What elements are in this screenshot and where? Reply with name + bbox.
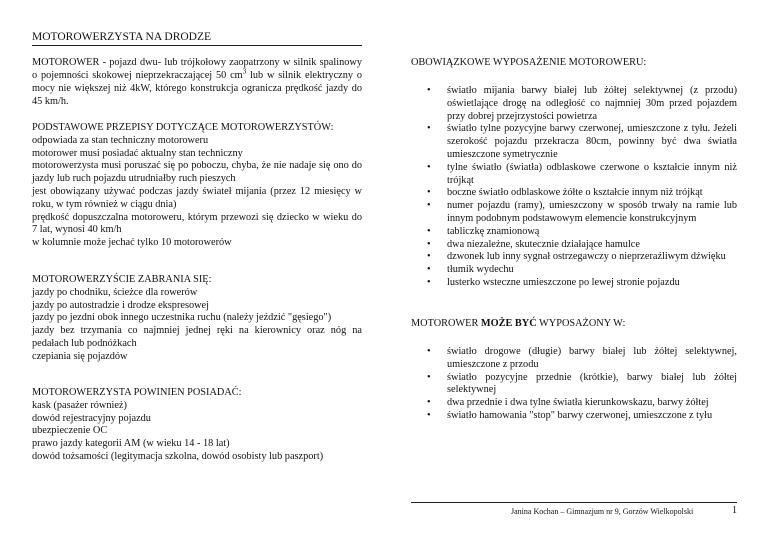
list-item: • tylne światło (światła) odblaskowe czerwone o kształcie innym niż trójkąt	[411, 162, 737, 188]
heading-emphasis: MOŻE BYĆ	[480, 318, 537, 329]
list-item: motorower musi posiadać aktualny stan techniczny	[32, 147, 243, 159]
list-item: • boczne światło odblaskowe żółte o kształcie innym niż trójkąt	[411, 187, 737, 200]
heading-part: WYPOSAŻONY W:	[536, 318, 626, 329]
section-heading: OBOWIĄZKOWE WYPOSAŻENIE MOTOROWERU:	[411, 57, 647, 68]
intro-text-2: lub w silnik elektryczny o mocy nie większej niż 4kW, którego konstrukcja ogranicza prędkość jazdy do 45 km/h.	[32, 69, 362, 107]
section-mandatory-equipment	[411, 56, 737, 290]
list-item: • dzwonek lub inny sygnał ostrzegawczy o nieprzeraźliwym dźwięku	[411, 251, 737, 264]
forbidden-list	[32, 287, 362, 364]
list-item: prędkość dopuszczalna motoroweru, którym przewozi się dziecko w wieku do 7 lat, wynosi 40 km/h	[32, 211, 362, 236]
list-item: odpowiada za stan techniczny motoroweru	[32, 134, 209, 146]
list-item: • światło drogowe (długie) barwy białej lub żółtej selektywnej, umieszczone z przodu	[411, 346, 737, 372]
list-item: • światło mijania barwy białej lub żółtej selektywnej (z przodu) oświetlające drogę na odległość co najmniej 30m przed pojazdem przy dobrej przejrzystości powietrza	[411, 85, 737, 123]
section-optional-equipment	[411, 317, 737, 423]
section-heading: MOTOROWERZYŚCIE ZABRANIA SIĘ:	[32, 274, 212, 285]
basic-rules-list	[32, 135, 362, 250]
heading-part: MOTOROWER	[411, 318, 481, 329]
section-heading	[411, 317, 737, 330]
list-item: • tłumik wydechu	[411, 264, 737, 277]
list-item: dowód rejestracyjny pojazdu	[32, 412, 151, 424]
page-footer	[411, 502, 737, 516]
intro-paragraph	[32, 57, 362, 109]
must-have-list	[32, 400, 362, 464]
list-item: czepiania się pojazdów	[32, 350, 128, 362]
list-item: jazdy po autostradzie i drodze ekspresowej	[32, 299, 209, 311]
section-heading: MOTOROWERZYSTA POWINIEN POSIADAĆ:	[32, 387, 242, 398]
mandatory-equipment-list	[411, 85, 737, 290]
section-heading: PODSTAWOWE PRZEPISY DOTYCZĄCE MOTOROWERZYSTÓW:	[32, 122, 334, 133]
list-item: w kolumnie może jechać tylko 10 motorowerów	[32, 237, 232, 249]
list-item: • tabliczkę znamionową	[411, 226, 737, 239]
list-item: • światło hamowania "stop" barwy czerwonej, umieszczone z tyłu	[411, 410, 737, 423]
section-forbidden	[32, 274, 362, 364]
document-title: MOTOROWERZYSTA NA DRODZE	[32, 30, 362, 46]
list-item: motorowerzysta musi poruszać się po poboczu, chyba, że nie nadaje się ono do jazdy lub ruch pojazdu utrudniałby ruch pieszych	[32, 160, 362, 185]
list-item: prawo jazdy kategorii AM (w wieku 14 - 18 lat)	[32, 438, 230, 450]
list-item: • światło pozycyjne przednie (krótkie), barwy białej lub żółtej selektywnej	[411, 372, 737, 398]
list-item: • lusterko wsteczne umieszczone po lewej stronie pojazdu	[411, 277, 737, 290]
list-item: jazdy po chodniku, ścieżce dla rowerów	[32, 286, 198, 298]
list-item: • dwa przednie i dwa tylne światła kierunkowskazu, barwy żółtej	[411, 397, 737, 410]
section-basic-rules	[32, 122, 362, 250]
intro-text-1: MOTOROWER - pojazd dwu- lub trójkołowy zaopatrzony w silnik spalinowy o pojemności skokowej nieprzekraczającej 50 cm	[32, 57, 362, 81]
list-item: • światło tylne pozycyjne barwy czerwonej, umieszczone z tyłu. Jeżeli szerokość pojazdu przekracza 80cm, powinny być dwa światła umieszczone symetrycznie	[411, 123, 737, 161]
optional-equipment-list	[411, 346, 737, 423]
footer-author: Janina Kochan – Gimnazjum nr 9, Gorzów Wielkopolski	[511, 507, 694, 516]
list-item: ubezpieczenie OC	[32, 425, 108, 437]
section-must-have	[32, 387, 362, 464]
page-number: 1	[732, 505, 737, 516]
list-item: jazdy po jezdni obok innego uczestnika ruchu (należy jeździć "gęsiego")	[32, 312, 332, 324]
list-item: • dwa niezależne, skutecznie działające hamulce	[411, 239, 737, 252]
list-item: • numer pojazdu (ramy), umieszczony w sposób trwały na ramie lub innym podobnym podstawowym elemencie konstrukcyjnym	[411, 200, 737, 226]
list-item: kask (pasażer również)	[32, 399, 127, 411]
intro-superscript: 3	[242, 67, 247, 76]
list-item: jest obowiązany używać podczas jazdy świateł mijania (przez 12 miesięcy w roku, w tym również w ciągu dnia)	[32, 185, 362, 210]
list-item: jazdy bez trzymania co najmniej jednej ręki na kierownicy oraz nóg na pedałach lub podnóżkach	[32, 325, 362, 349]
list-item: dowód tożsamości (legitymacja szkolna, dowód osobisty lub paszport)	[32, 450, 324, 462]
